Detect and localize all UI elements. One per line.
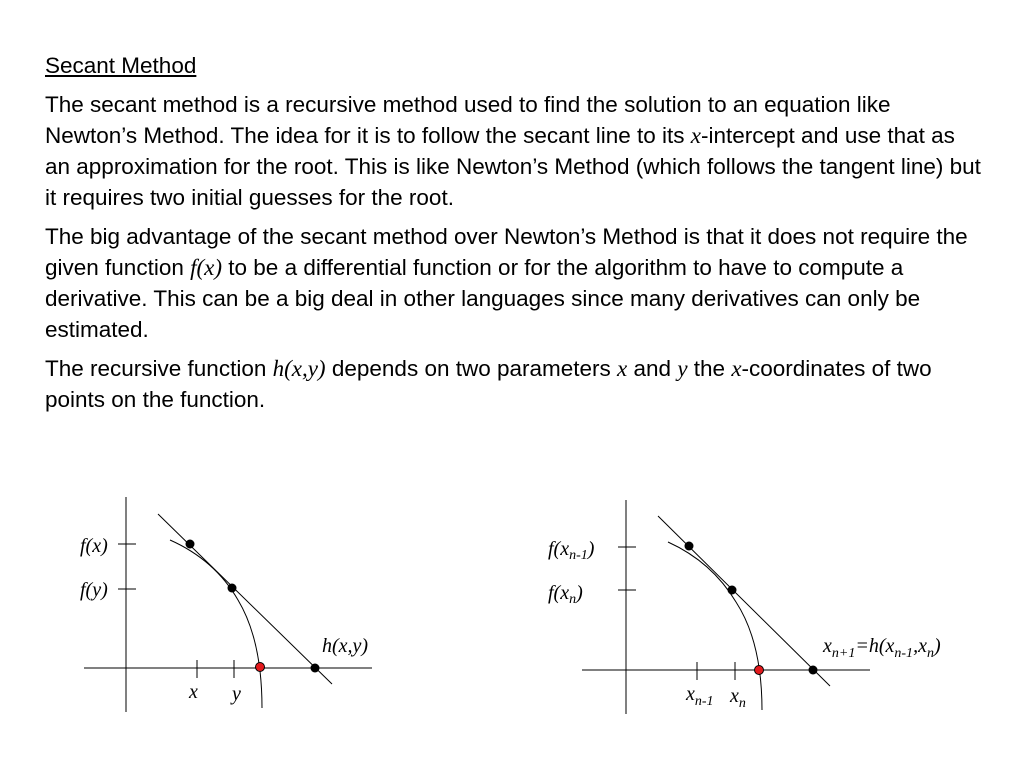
right-point-intercept (809, 666, 818, 675)
right-label-xn1: $x_{n-1}$ (686, 683, 714, 709)
right-secant-line (658, 516, 830, 686)
right-point-fxn (728, 586, 737, 595)
right-label-formula: $x_{n+1}=h(x_{n-1},x_n)$ (823, 635, 941, 661)
right-point-root (755, 666, 764, 675)
right-axes (582, 500, 870, 714)
right-point-fxn1 (685, 542, 694, 551)
math-term: x (690, 123, 701, 148)
math-term: y (677, 356, 688, 381)
slide-title: Secant Method (45, 53, 197, 78)
left-label-fy: f(y) (80, 579, 108, 601)
right-label-fxn: $f(x_n)$ (548, 582, 583, 607)
math-term: h(x,y) (272, 356, 326, 381)
text-run: -intercept and use that as an approximation for the root. This is like Newton’s Method (which follows the tangent line) but it requires two initial guesses for the root. (45, 123, 981, 210)
text-run: to be a differential function or for the algorithm to have to compute a derivative. This can be a big deal in other languages since many derivatives can only be estimated. (45, 255, 921, 342)
text-run: The secant method is a recursive method used to find the solution to an equation like Newton’s Method. The idea for it is to follow the secant line to its (45, 92, 891, 148)
math-term: x (617, 356, 628, 381)
left-label-fx: f(x) (80, 535, 108, 557)
right-function-curve (668, 542, 762, 710)
left-label-y: y (232, 683, 241, 705)
text-run: and (627, 356, 678, 381)
right-label-xn: $x_n$ (730, 685, 746, 711)
right-label-fxn1: $f(x_{n-1})$ (548, 538, 595, 563)
text-run: -coordinates of two points on the function. (45, 356, 932, 412)
text-run: the (687, 356, 732, 381)
text-run: The recursive function (45, 356, 273, 381)
left-label-h: h(x,y) (322, 635, 369, 657)
text-run: depends on two parameters (325, 356, 618, 381)
math-term: x (731, 356, 742, 381)
math-term: f(x) (190, 255, 223, 280)
left-label-x: x (189, 681, 198, 703)
text-run: The big advantage of the secant method over Newton’s Method is that it does not require the given function (45, 224, 968, 280)
